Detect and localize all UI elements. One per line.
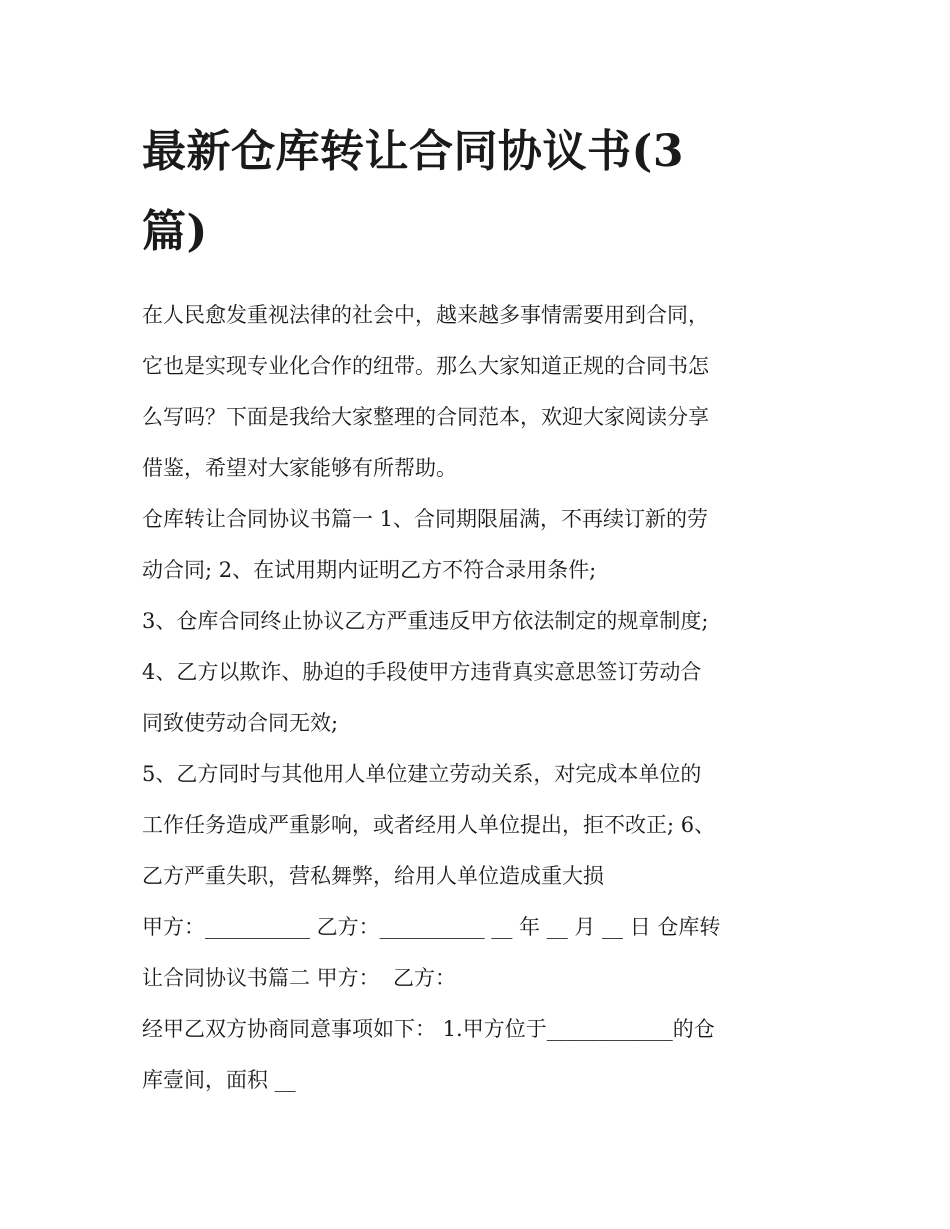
text-line: 经甲乙双方协商同意事项如下： 1.甲方位于____________的仓 xyxy=(142,1017,715,1041)
paragraph-item-4 xyxy=(142,647,814,749)
text-line: 动合同; 2、在试用期内证明乙方不符合录用条件; xyxy=(142,558,597,582)
title-line-1: 最新仓库转让合同协议书(3 xyxy=(142,126,684,177)
text-line: 乙方严重失职，营私舞弊，给用人单位造成重大损 xyxy=(142,864,604,888)
text-line: 工作任务造成严重影响，或者经用人单位提出，拒不改正; 6、 xyxy=(142,813,716,837)
document-title xyxy=(142,112,762,272)
text-line: 在人民愈发重视法律的社会中，越来越多事情需要用到合同， xyxy=(142,303,709,327)
text-line: 它也是实现专业化合作的纽带。那么大家知道正规的合同书怎 xyxy=(142,354,709,378)
paragraph-section-2 xyxy=(142,1004,814,1106)
text-line: 借鉴，希望对大家能够有所帮助。 xyxy=(142,456,457,480)
text-line: 3、仓库合同终止协议乙方严重违反甲方依法制定的规章制度; xyxy=(142,609,709,633)
title-line-2: 篇) xyxy=(142,206,208,257)
text-line: 库壹间，面积 __ xyxy=(142,1068,296,1092)
paragraph-signature xyxy=(142,902,814,1004)
text-line: 同致使劳动合同无效; xyxy=(142,711,339,735)
paragraph-item-3 xyxy=(142,596,814,647)
text-line: 么写吗？下面是我给大家整理的合同范本，欢迎大家阅读分享 xyxy=(142,405,709,429)
document-content xyxy=(142,112,814,1106)
document-body xyxy=(142,290,814,1106)
paragraph-intro xyxy=(142,290,814,494)
paragraph-item-5 xyxy=(142,749,814,902)
text-line: 甲方：__________ 乙方：__________ __ 年 __ 月 __ 日 仓库转 xyxy=(142,915,721,939)
text-line: 仓库转让合同协议书篇一 1、合同期限届满，不再续订新的劳 xyxy=(142,507,709,531)
text-line: 让合同协议书篇二 甲方： 乙方： xyxy=(142,966,457,990)
text-line: 4、乙方以欺诈、胁迫的手段使甲方违背真实意思签订劳动合 xyxy=(142,660,702,684)
text-line: 5、乙方同时与其他用人单位建立劳动关系，对完成本单位的 xyxy=(142,762,702,786)
paragraph-section-1 xyxy=(142,494,814,596)
